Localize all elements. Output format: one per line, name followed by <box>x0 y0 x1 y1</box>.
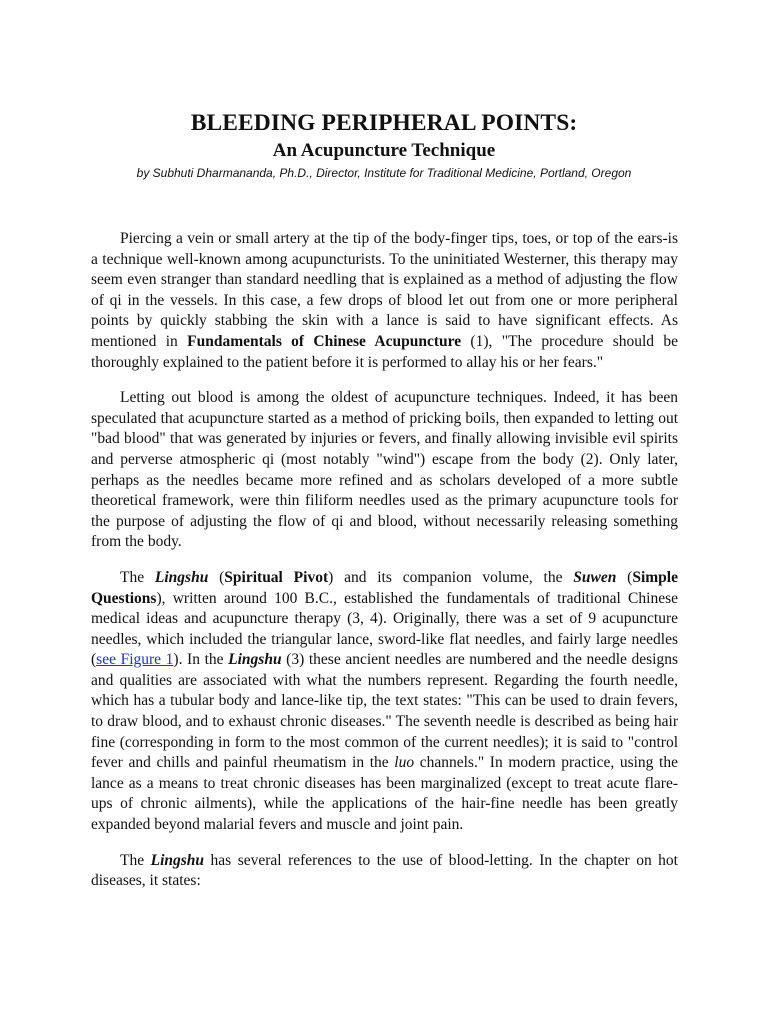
lingshu-term-3: Lingshu <box>150 851 205 869</box>
document-subtitle: An Acupuncture Technique <box>272 140 496 161</box>
lingshu-term: Lingshu <box>154 568 209 586</box>
paragraph-3: The Lingshu (Spiritual Pivot) and its companion volume, the Suwen (Simple Questions), written around 100 B.C., established the fundamentals of traditional Chinese medical ideas and acupuncture therapy (3, 4). Originally, there was a set of 9 acupuncture needles, which included the triangular lance, sword-like flat needles, and fairly large needles (see Figure 1). In the Lingshu (3) these ancient needles are numbered and the needle designs and qualities are associated with what the numbers represent. Regarding the fourth needle, which has a tubular body and lance-like tip, the text states: "This can be used to drain fevers, to draw blood, and to exhaust chronic diseases." The seventh needle is described as being hair fine (corresponding in form to the most common of the current needles); it is said to "control fever and chills and painful rheumatism in the luo channels." In modern practice, using the lance as a means to treat chronic diseases has been marginalized (except to treat acute flare-ups of chronic ailments), while the applications of the hair-fine needle has been greatly expanded beyond malarial fevers and muscle and joint pain. <box>91 568 678 834</box>
figure-1-link[interactable]: see Figure 1 <box>96 651 174 669</box>
paragraph-4: The Lingshu has several references to the use of blood-letting. In the chapter on hot diseases, it states: <box>91 851 678 890</box>
paragraph-2: Letting out blood is among the oldest of acupuncture techniques. Indeed, it has been speculated that acupuncture started as a method of pricking boils, then expanded to letting out "bad blood" that was generated by injuries or fevers, and finally allowing invisible evil spirits and perverse atmospheric qi (most notably "wind") escape from the body (2). Only later, perhaps as the needles became more refined and as scholars developed of a more subtle theoretical framework, were thin filiform needles used as the primary acupuncture tools for the purpose of adjusting the flow of qi and blood, without necessarily releasing something from the body. <box>91 389 678 551</box>
author-byline: by Subhuti Dharmananda, Ph.D., Director, Institute for Traditional Medicine, Portland, Oregon <box>136 166 632 180</box>
article-body <box>91 229 678 907</box>
simple-questions-term: Simple Questions <box>91 568 678 607</box>
paragraph-1: Piercing a vein or small artery at the tip of the body-finger tips, toes, or top of the ears-is a technique well-known among acupuncturists. To the uninitiated Westerner, this therapy may seem even stranger than standard needling that is explained as a method of adjusting the flow of qi in the vessels. In this case, a few drops of blood let out from one or more peripheral points by quickly stabbing the skin with a lance is said to have significant effects. As mentioned in Fundamentals of Chinese Acupuncture (1), "The procedure should be thoroughly explained to the patient before it is performed to allay his or her fears." <box>91 230 678 371</box>
luo-term: luo <box>394 754 415 772</box>
lingshu-term-2: Lingshu <box>228 651 282 669</box>
book-title: Fundamentals of Chinese Acupuncture <box>187 332 462 350</box>
suwen-term: Suwen <box>573 568 617 586</box>
document-title: BLEEDING PERIPHERAL POINTS: <box>190 110 578 136</box>
spiritual-pivot-term: Spiritual Pivot <box>224 568 329 586</box>
